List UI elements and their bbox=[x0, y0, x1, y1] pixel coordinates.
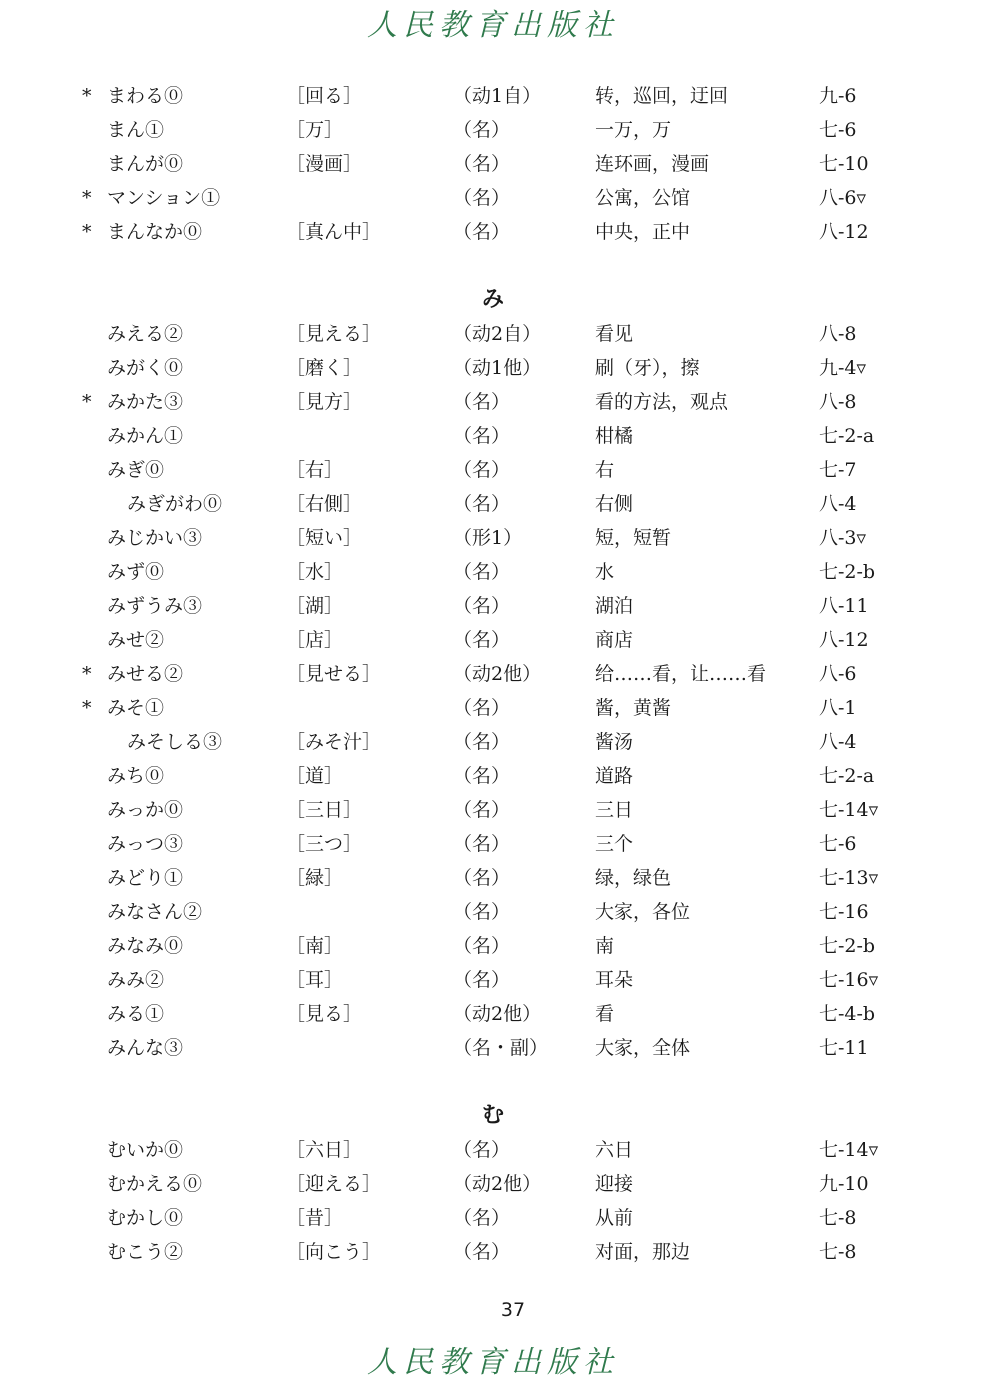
entry-kana: みずうみ③ bbox=[107, 595, 203, 617]
entry-lesson-ref: 八-4 bbox=[819, 493, 857, 515]
entry-lesson-ref: 七-8 bbox=[819, 1241, 857, 1263]
entry-kana: みっか⓪ bbox=[107, 799, 184, 821]
vocab-entry bbox=[0, 1167, 986, 1201]
entry-kanji: ［六日］ bbox=[286, 1139, 363, 1161]
vocab-entry bbox=[0, 1235, 986, 1269]
entry-kana: むかし⓪ bbox=[107, 1207, 184, 1229]
entry-part-of-speech: （名・副） bbox=[453, 1037, 549, 1059]
entry-kana: まん① bbox=[107, 119, 165, 141]
entry-part-of-speech: （名） bbox=[453, 731, 511, 753]
entry-kana: みかん① bbox=[107, 425, 184, 447]
entry-kanji: ［見方］ bbox=[286, 391, 363, 413]
entry-part-of-speech: （名） bbox=[453, 459, 511, 481]
entry-meaning: 迎接 bbox=[595, 1173, 634, 1195]
vocab-entry bbox=[0, 657, 986, 691]
entry-lesson-ref: 七-16▿ bbox=[819, 969, 879, 991]
entry-lesson-ref: 七-2-b bbox=[819, 561, 876, 583]
entry-lesson-ref: 八-6 bbox=[819, 663, 857, 685]
vocab-entry bbox=[0, 725, 986, 759]
entry-lesson-ref: 七-6 bbox=[819, 119, 857, 141]
entry-kana: みがく⓪ bbox=[107, 357, 184, 379]
entry-kana: みなさん② bbox=[107, 901, 203, 923]
entry-lesson-ref: 八-8 bbox=[819, 391, 857, 413]
vocab-entry bbox=[0, 419, 986, 453]
entry-part-of-speech: （名） bbox=[453, 697, 511, 719]
entry-part-of-speech: （动2他） bbox=[453, 663, 542, 685]
entry-kana: みどり① bbox=[107, 867, 184, 889]
star-mark: * bbox=[82, 663, 92, 685]
entry-part-of-speech: （名） bbox=[453, 187, 511, 209]
entry-lesson-ref: 八-3▿ bbox=[819, 527, 867, 549]
entry-kana: みじかい③ bbox=[107, 527, 203, 549]
entry-kanji: ［湖］ bbox=[286, 595, 344, 617]
entry-meaning: 三个 bbox=[595, 833, 634, 855]
entry-meaning: 六日 bbox=[595, 1139, 634, 1161]
entry-lesson-ref: 八-8 bbox=[819, 323, 857, 345]
entry-kanji: ［店］ bbox=[286, 629, 344, 651]
publisher-logo-top: 人民教育出版社 bbox=[367, 8, 619, 43]
entry-lesson-ref: 七-10 bbox=[819, 153, 869, 175]
entry-kana: みち⓪ bbox=[107, 765, 165, 787]
entry-lesson-ref: 七-14▿ bbox=[819, 1139, 879, 1161]
entry-kana: みっつ③ bbox=[107, 833, 184, 855]
vocab-entry bbox=[0, 793, 986, 827]
entry-lesson-ref: 七-2-b bbox=[819, 935, 876, 957]
entry-kanji: ［見える］ bbox=[286, 323, 382, 345]
entry-kana: みそしる③ bbox=[127, 731, 223, 753]
entry-part-of-speech: （动2自） bbox=[453, 323, 542, 345]
entry-kanji: ［三日］ bbox=[286, 799, 363, 821]
entry-meaning: 南 bbox=[595, 935, 615, 957]
vocab-entry bbox=[0, 181, 986, 215]
entry-lesson-ref: 七-16 bbox=[819, 901, 869, 923]
vocab-entry bbox=[0, 963, 986, 997]
entry-meaning: 绿，绿色 bbox=[595, 867, 672, 889]
entry-kanji: ［向こう］ bbox=[286, 1241, 382, 1263]
entry-meaning: 水 bbox=[595, 561, 615, 583]
vocab-entry bbox=[0, 1031, 986, 1065]
vocab-entry bbox=[0, 861, 986, 895]
entry-meaning: 从前 bbox=[595, 1207, 634, 1229]
entry-part-of-speech: （动2他） bbox=[453, 1003, 542, 1025]
entry-kana: むかえる⓪ bbox=[107, 1173, 203, 1195]
entry-meaning: 连环画，漫画 bbox=[595, 153, 710, 175]
entry-kanji: ［水］ bbox=[286, 561, 344, 583]
entry-meaning: 公寓，公馆 bbox=[595, 187, 691, 209]
entry-kanji: ［回る］ bbox=[286, 85, 363, 107]
entry-kana: まわる⓪ bbox=[107, 85, 184, 107]
vocab-entry bbox=[0, 1201, 986, 1235]
vocab-entry bbox=[0, 555, 986, 589]
entry-kanji: ［漫画］ bbox=[286, 153, 363, 175]
entry-meaning: 刷（牙），擦 bbox=[595, 357, 700, 379]
entry-kana: みみ② bbox=[107, 969, 165, 991]
vocab-entry bbox=[0, 487, 986, 521]
entry-lesson-ref: 七-2-a bbox=[819, 765, 875, 787]
entry-kana: むいか⓪ bbox=[107, 1139, 184, 1161]
entry-lesson-ref: 七-8 bbox=[819, 1207, 857, 1229]
vocab-entry bbox=[0, 759, 986, 793]
vocab-entry bbox=[0, 895, 986, 929]
vocab-entry bbox=[0, 929, 986, 963]
entry-lesson-ref: 七-13▿ bbox=[819, 867, 879, 889]
entry-part-of-speech: （名） bbox=[453, 901, 511, 923]
entry-meaning: 看见 bbox=[595, 323, 634, 345]
entry-kana: マンション① bbox=[107, 187, 221, 209]
vocab-entry bbox=[0, 1133, 986, 1167]
entry-part-of-speech: （名） bbox=[453, 833, 511, 855]
entry-lesson-ref: 八-1 bbox=[819, 697, 857, 719]
entry-meaning: 给……看，让……看 bbox=[595, 663, 767, 685]
page-number: 37 bbox=[500, 1299, 526, 1321]
entry-part-of-speech: （名） bbox=[453, 969, 511, 991]
vocab-entry bbox=[0, 113, 986, 147]
star-mark: * bbox=[82, 85, 92, 107]
entry-kanji: ［磨く］ bbox=[286, 357, 363, 379]
entry-lesson-ref: 九-10 bbox=[819, 1173, 869, 1195]
entry-meaning: 酱汤 bbox=[595, 731, 634, 753]
entry-lesson-ref: 九-4▿ bbox=[819, 357, 867, 379]
vocab-entry bbox=[0, 691, 986, 725]
entry-part-of-speech: （名） bbox=[453, 1207, 511, 1229]
entry-kana: みえる② bbox=[107, 323, 184, 345]
entry-part-of-speech: （名） bbox=[453, 391, 511, 413]
entry-lesson-ref: 七-2-a bbox=[819, 425, 875, 447]
entry-part-of-speech: （名） bbox=[453, 629, 511, 651]
vocab-entry bbox=[0, 997, 986, 1031]
entry-kanji: ［見る］ bbox=[286, 1003, 363, 1025]
entry-kana: みなみ⓪ bbox=[107, 935, 184, 957]
entry-kana: むこう② bbox=[107, 1241, 184, 1263]
entry-lesson-ref: 八-11 bbox=[819, 595, 869, 617]
section-heading: み bbox=[481, 287, 504, 312]
entry-meaning: 转，巡回，迂回 bbox=[595, 85, 729, 107]
entry-part-of-speech: （名） bbox=[453, 867, 511, 889]
star-mark: * bbox=[82, 697, 92, 719]
star-mark: * bbox=[82, 221, 92, 243]
entry-lesson-ref: 七-11 bbox=[819, 1037, 869, 1059]
entry-kanji: ［三つ］ bbox=[286, 833, 363, 855]
entry-meaning: 柑橘 bbox=[595, 425, 634, 447]
entry-part-of-speech: （名） bbox=[453, 425, 511, 447]
entry-kanji: ［南］ bbox=[286, 935, 344, 957]
entry-meaning: 大家，各位 bbox=[595, 901, 691, 923]
entry-lesson-ref: 八-12 bbox=[819, 629, 869, 651]
entry-kana: みかた③ bbox=[107, 391, 184, 413]
entry-kanji: ［真ん中］ bbox=[286, 221, 382, 243]
entry-kana: みそ① bbox=[107, 697, 165, 719]
entry-part-of-speech: （名） bbox=[453, 221, 511, 243]
star-mark: * bbox=[82, 187, 92, 209]
entry-meaning: 中央，正中 bbox=[595, 221, 691, 243]
entry-kana: みせ② bbox=[107, 629, 165, 651]
entry-kanji: ［昔］ bbox=[286, 1207, 344, 1229]
entry-kana: まんなか⓪ bbox=[107, 221, 203, 243]
entry-lesson-ref: 七-14▿ bbox=[819, 799, 879, 821]
entry-kana: みず⓪ bbox=[107, 561, 165, 583]
entry-meaning: 右侧 bbox=[595, 493, 634, 515]
entry-part-of-speech: （形1） bbox=[453, 527, 523, 549]
entry-meaning: 酱，黄酱 bbox=[595, 697, 672, 719]
entry-part-of-speech: （名） bbox=[453, 493, 511, 515]
entry-kana: まんが⓪ bbox=[107, 153, 184, 175]
entry-meaning: 一万，万 bbox=[595, 119, 672, 141]
entry-lesson-ref: 八-12 bbox=[819, 221, 869, 243]
entry-lesson-ref: 七-7 bbox=[819, 459, 857, 481]
entry-part-of-speech: （动1他） bbox=[453, 357, 542, 379]
entry-lesson-ref: 九-6 bbox=[819, 85, 857, 107]
entry-lesson-ref: 七-6 bbox=[819, 833, 857, 855]
entry-meaning: 看 bbox=[595, 1003, 615, 1025]
entry-meaning: 三日 bbox=[595, 799, 634, 821]
entry-meaning: 短，短暂 bbox=[595, 527, 672, 549]
vocab-entry bbox=[0, 147, 986, 181]
entry-kana: みる① bbox=[107, 1003, 165, 1025]
entry-kanji: ［道］ bbox=[286, 765, 344, 787]
entry-kanji: ［右］ bbox=[286, 459, 344, 481]
entry-meaning: 看的方法，观点 bbox=[595, 391, 729, 413]
entry-kana: みぎがわ⓪ bbox=[127, 493, 223, 515]
entry-part-of-speech: （名） bbox=[453, 799, 511, 821]
vocab-entry bbox=[0, 521, 986, 555]
vocab-entry bbox=[0, 351, 986, 385]
entry-kanji: ［右側］ bbox=[286, 493, 363, 515]
entry-kanji: ［耳］ bbox=[286, 969, 344, 991]
entry-part-of-speech: （名） bbox=[453, 119, 511, 141]
entry-meaning: 对面，那边 bbox=[595, 1241, 691, 1263]
entry-meaning: 大家，全体 bbox=[595, 1037, 691, 1059]
publisher-logo-bottom: 人民教育出版社 bbox=[367, 1345, 619, 1380]
entry-meaning: 商店 bbox=[595, 629, 634, 651]
entry-lesson-ref: 七-4-b bbox=[819, 1003, 876, 1025]
entry-meaning: 右 bbox=[595, 459, 615, 481]
entry-part-of-speech: （名） bbox=[453, 153, 511, 175]
vocab-entry bbox=[0, 385, 986, 419]
entry-kanji: ［見せる］ bbox=[286, 663, 382, 685]
vocab-entry bbox=[0, 589, 986, 623]
vocab-entry bbox=[0, 453, 986, 487]
vocab-entry bbox=[0, 623, 986, 657]
entry-meaning: 道路 bbox=[595, 765, 634, 787]
entry-part-of-speech: （动1自） bbox=[453, 85, 542, 107]
entry-part-of-speech: （名） bbox=[453, 765, 511, 787]
entry-kana: みせる② bbox=[107, 663, 184, 685]
entry-lesson-ref: 八-6▿ bbox=[819, 187, 867, 209]
entry-kana: みぎ⓪ bbox=[107, 459, 165, 481]
entry-part-of-speech: （名） bbox=[453, 935, 511, 957]
entry-part-of-speech: （动2他） bbox=[453, 1173, 542, 1195]
vocab-entry bbox=[0, 827, 986, 861]
vocab-entry bbox=[0, 79, 986, 113]
entry-lesson-ref: 八-4 bbox=[819, 731, 857, 753]
entry-part-of-speech: （名） bbox=[453, 1139, 511, 1161]
entry-kanji: ［みそ汁］ bbox=[286, 731, 382, 753]
entry-part-of-speech: （名） bbox=[453, 1241, 511, 1263]
star-mark: * bbox=[82, 391, 92, 413]
entry-part-of-speech: （名） bbox=[453, 561, 511, 583]
entry-kana: みんな③ bbox=[107, 1037, 184, 1059]
entry-meaning: 湖泊 bbox=[595, 595, 634, 617]
section-heading: む bbox=[481, 1103, 504, 1128]
vocab-entry bbox=[0, 317, 986, 351]
entry-kanji: ［短い］ bbox=[286, 527, 363, 549]
entry-kanji: ［迎える］ bbox=[286, 1173, 382, 1195]
entry-kanji: ［緑］ bbox=[286, 867, 344, 889]
entry-meaning: 耳朵 bbox=[595, 969, 634, 991]
vocab-entry bbox=[0, 215, 986, 249]
entry-kanji: ［万］ bbox=[286, 119, 344, 141]
entry-part-of-speech: （名） bbox=[453, 595, 511, 617]
